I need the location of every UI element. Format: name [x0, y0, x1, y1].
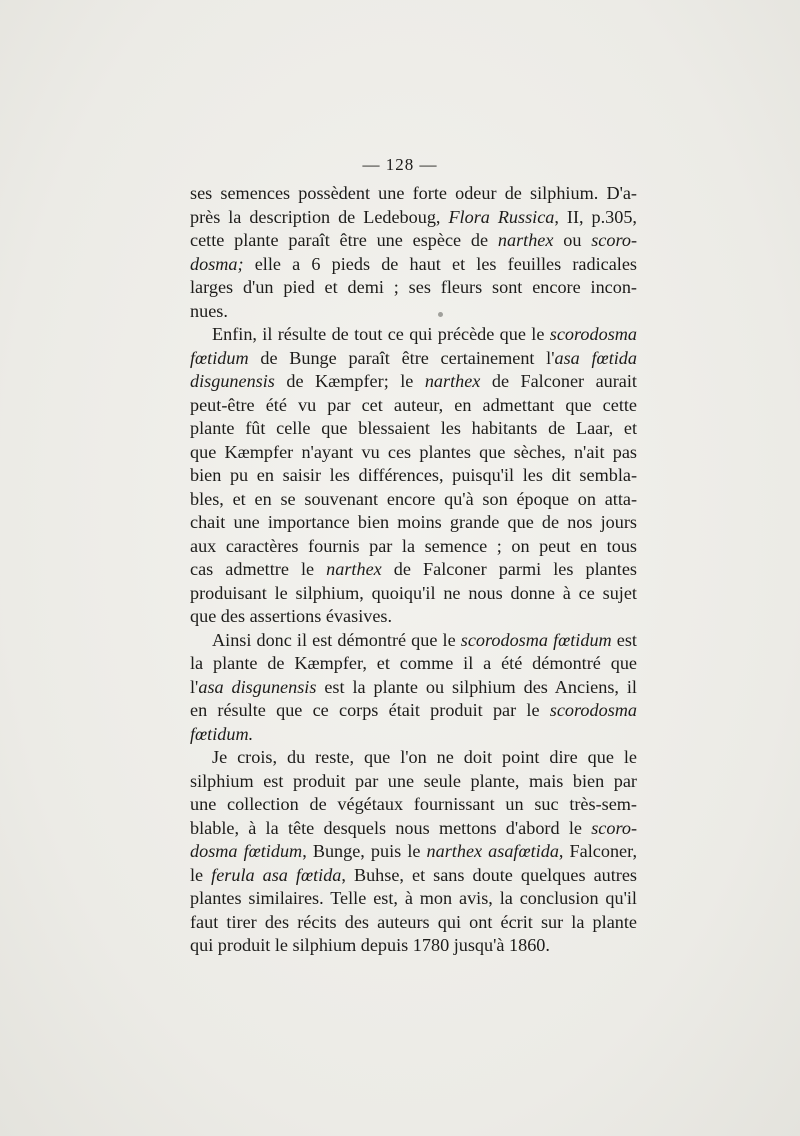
text-line: blable, à la tête desquels nous mettons d'abord le scoro- [190, 817, 637, 838]
text-line: aux caractères fournis par la semence ; on peut en tous [190, 535, 637, 556]
text-line: bles, et en se souvenant encore qu'à son époque on atta- [190, 488, 637, 509]
text-line: silphium est produit par une seule plante, mais bien par [190, 770, 637, 791]
text-line: qui produit le silphium depuis 1780 jusqu'à 1860. [190, 935, 550, 955]
text-line: cas admettre le narthex de Falconer parmi les plantes [190, 559, 637, 579]
text-line: le ferula asa fœtida, Buhse, et sans doute quelques autres [190, 864, 637, 885]
text-line: près la description de Ledeboug, Flora Russica, II, p.305, [190, 206, 637, 227]
text-line: Enfin, il résulte de tout ce qui précède que le scorodosma [212, 324, 637, 344]
text-line: plante fût celle que blessaient les habitants de Laar, et [190, 418, 637, 438]
text-line: Je crois, du reste, que l'on ne doit point dire que le [212, 747, 637, 767]
text-line: une collection de végétaux fournissant un suc très-sem- [190, 794, 637, 814]
text-line: l'asa disgunensis est la plante ou silphium des Anciens, il [190, 676, 637, 697]
text-line: plantes similaires. Telle est, à mon avis, la conclusion qu'il [190, 888, 637, 908]
text-line: cette plante paraît être une espèce de narthex ou scoro- [190, 230, 638, 250]
text-line: que des assertions évasives. [190, 606, 393, 626]
text-line: en résulte que ce corps était produit par le scorodosma [190, 700, 637, 720]
text-line: produisant le silphium, quoiqu'il ne nous donne à ce sujet [190, 582, 637, 603]
text-line: que Kæmpfer n'ayant vu ces plantes que sèches, n'ait pas [190, 441, 637, 462]
text-line: Ainsi donc il est démontré que le scorodosma fœtidum est [212, 629, 637, 650]
text-line: ses semences possèdent une forte odeur de silphium. D'a- [190, 183, 637, 203]
text-line: bien pu en saisir les différences, puisqu'il les dit sembla- [190, 465, 637, 485]
page-number: — 128 — [362, 155, 438, 174]
text-line: peut-être été vu par cet auteur, en admettant que cette [190, 394, 637, 415]
text-line: faut tirer des récits des auteurs qui ont écrit sur la plante [190, 911, 637, 932]
text-line: fœtidum de Bunge paraît être certainement l'asa fœtida [190, 347, 637, 368]
text-line: chait une importance bien moins grande que de nos jours [190, 512, 637, 532]
text-line: nues. [190, 300, 228, 321]
text-line: la plante de Kæmpfer, et comme il a été démontré que [190, 653, 637, 673]
body-text [190, 182, 637, 958]
text-line: disgunensis de Kæmpfer; le narthex de Falconer aurait [190, 371, 637, 391]
text-line: dosma fœtidum, Bunge, puis le narthex asafœtida, Falconer, [190, 841, 637, 861]
text-line: larges d'un pied et demi ; ses fleurs sont encore incon- [190, 277, 637, 297]
text-line: dosma; elle a 6 pieds de haut et les feuilles radicales [190, 253, 637, 274]
text-line: fœtidum. [190, 723, 254, 744]
